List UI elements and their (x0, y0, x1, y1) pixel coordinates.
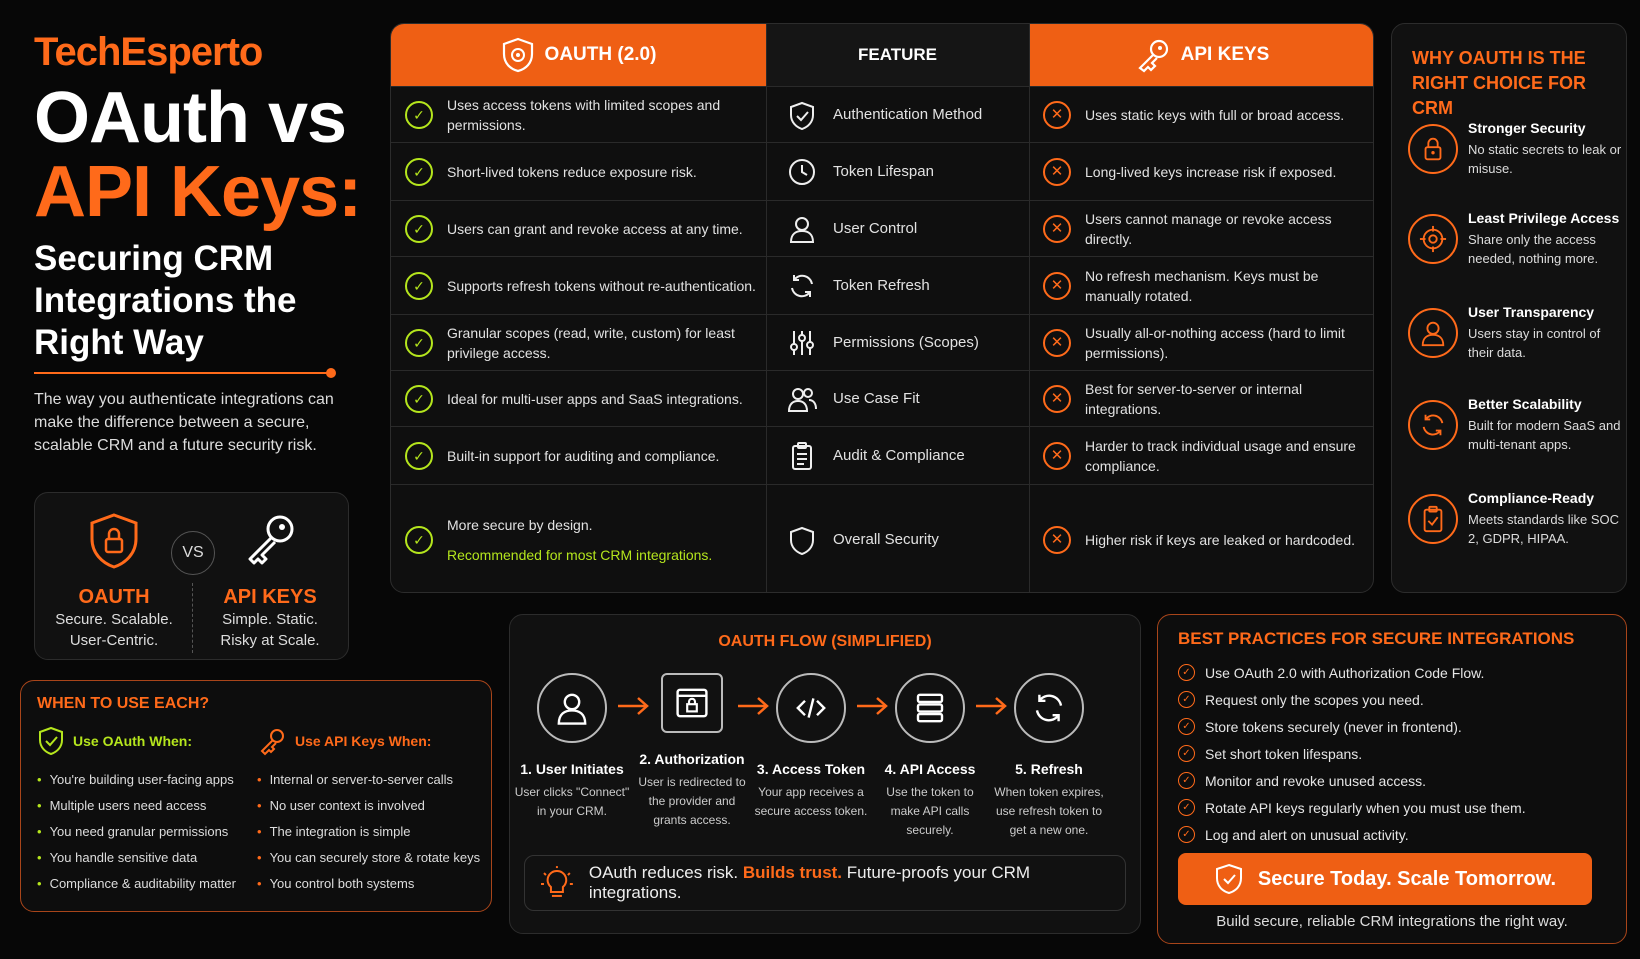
clipboard-icon (787, 441, 817, 471)
clock-icon (787, 157, 817, 187)
key-icon (257, 726, 287, 756)
oauth-cell-text (447, 162, 697, 182)
clipboard-check-icon (1419, 505, 1447, 533)
list-item (37, 819, 236, 845)
bullet: • (37, 850, 42, 865)
shield-lock-icon (84, 511, 144, 571)
feature-icon (787, 328, 817, 358)
feature-cell (787, 87, 1027, 142)
list-item (37, 845, 236, 871)
table-row (391, 256, 1374, 314)
feature-cell (787, 315, 1027, 370)
flow-title: OAUTH FLOW (SIMPLIFIED) (718, 633, 932, 650)
flow-footer-text (589, 863, 1125, 903)
table-header-feature (766, 24, 1029, 86)
best-practice-label: Monitor and revoke unused access. (1205, 772, 1427, 789)
api-cell-value: Usually all-or-nothing access (hard to limit permissions). (1085, 324, 1345, 361)
api-cell-value: Harder to track individual usage and ensure compliance. (1085, 437, 1356, 474)
check-icon: ✓ (1178, 826, 1195, 843)
why-item-desc: Share only the access needed, nothing more. (1468, 232, 1599, 266)
oauth-cell (405, 143, 760, 200)
sliders-icon (787, 328, 817, 358)
api-cell-value: Higher risk if keys are leaked or hardcoded. (1085, 531, 1356, 548)
oauth-cell-text (447, 323, 760, 363)
oauth-cell (405, 485, 760, 593)
list-item-label: You control both systems (269, 876, 415, 891)
why-item-icon (1408, 494, 1458, 544)
browser-lock-icon (674, 685, 710, 721)
table-row (391, 484, 1374, 593)
when-oauth-head-label: Use OAuth When: (73, 733, 192, 749)
list-item (257, 793, 480, 819)
shield-icon (787, 525, 817, 555)
feature-label: User Control (833, 219, 918, 237)
feature-cell (787, 201, 1027, 256)
x-icon: ✕ (1043, 158, 1071, 186)
table-header-oauth-label: OAUTH (2.0) (544, 44, 657, 65)
list-item-label: You can securely store & rotate keys (269, 850, 481, 865)
best-practice-item (1178, 821, 1526, 848)
why-title: WHY OAUTH IS THE RIGHT CHOICE FOR CRM (1412, 48, 1586, 118)
bullet: • (257, 876, 262, 891)
list-item-label: You need granular permissions (49, 824, 229, 839)
list-item (257, 871, 480, 897)
oauth-cell-text (447, 446, 719, 466)
best-practice-item (1178, 686, 1526, 713)
check-icon: ✓ (405, 385, 433, 413)
key-icon (240, 511, 300, 571)
why-item (1408, 304, 1623, 384)
key-icon (1135, 37, 1171, 73)
when-oauth-head (37, 725, 236, 757)
lock-icon (1419, 135, 1447, 163)
oauth-cell-text (447, 389, 743, 409)
api-cell (1043, 143, 1373, 200)
cta-banner (1178, 853, 1592, 905)
why-item (1408, 210, 1623, 290)
bullet: • (257, 850, 262, 865)
api-cell-value: Best for server-to-server or internal integrations. (1085, 380, 1303, 417)
best-practice-label: Set short token lifespans. (1205, 745, 1363, 762)
shield-check-icon (787, 100, 817, 130)
flow-step (870, 673, 990, 840)
api-cell-value: Uses static keys with full or broad access. (1085, 106, 1345, 123)
flow-step-desc: When token expires, use refresh token to get a new one. (994, 785, 1104, 837)
check-icon: ✓ (1178, 718, 1195, 735)
check-icon: ✓ (405, 272, 433, 300)
versus-api-name: API KEYS (223, 586, 317, 608)
best-practice-label: Rotate API keys regularly when you must use them. (1205, 799, 1526, 816)
feature-label: Token Refresh (833, 276, 930, 294)
api-cell-value: No refresh mechanism. Keys must be manually rotated. (1085, 267, 1319, 304)
feature-icon (787, 271, 817, 301)
flow-step-title: 5. Refresh (1015, 761, 1083, 777)
feature-icon (787, 100, 817, 130)
bullet: • (257, 824, 262, 839)
x-icon: ✕ (1043, 272, 1071, 300)
feature-label: Permissions (Scopes) (833, 333, 979, 351)
flow-step (512, 673, 632, 821)
oauth-cell-text (447, 276, 756, 296)
best-practice-label: Log and alert on unusual activity. (1205, 826, 1409, 843)
why-item-icon (1408, 124, 1458, 174)
list-item-label: You're building user-facing apps (49, 772, 234, 787)
table-row (391, 200, 1374, 256)
oauth-cell (405, 371, 760, 426)
flow-step (632, 673, 752, 830)
api-cell-value: Long-lived keys increase risk if exposed. (1085, 163, 1337, 180)
when-api-list (257, 767, 480, 897)
api-cell-value: Users cannot manage or revoke access directly. (1085, 210, 1332, 247)
flow-footer-a: OAuth reduces risk. (588, 863, 739, 882)
list-item (257, 767, 480, 793)
hero-title-line2: API Keys: (34, 152, 362, 232)
refresh-icon (1419, 411, 1447, 439)
feature-label: Token Lifespan (833, 162, 934, 180)
oauth-flow-card (509, 614, 1141, 934)
table-row (391, 314, 1374, 370)
versus-badge: VS (171, 531, 215, 575)
oauth-recommendation: Recommended for most CRM integrations. (447, 546, 713, 563)
target-icon (1419, 225, 1447, 253)
when-oauth-list (37, 767, 236, 897)
flow-step-desc: Your app receives a secure access token. (754, 785, 868, 818)
refresh-icon (1031, 690, 1067, 726)
feature-icon (787, 157, 817, 187)
when-api-column (257, 725, 480, 897)
best-practice-item (1178, 794, 1526, 821)
list-item-label: You handle sensitive data (49, 850, 198, 865)
feature-cell (787, 257, 1027, 314)
x-icon: ✕ (1043, 101, 1071, 129)
hero-title-line1: OAuth vs (34, 78, 347, 158)
best-practice-item (1178, 659, 1526, 686)
check-icon: ✓ (405, 442, 433, 470)
flow-step-icon (895, 673, 965, 743)
oauth-cell-value: Users can grant and revoke access at any time. (447, 220, 743, 237)
brand-logo: TechEsperto (34, 30, 263, 74)
flow-step-icon (537, 673, 607, 743)
check-icon: ✓ (1178, 772, 1195, 789)
check-icon: ✓ (405, 215, 433, 243)
oauth-cell (405, 87, 760, 142)
server-icon (912, 690, 948, 726)
title-divider (34, 372, 334, 374)
shield-check-icon (1214, 863, 1244, 895)
table-row (391, 370, 1374, 426)
x-icon: ✕ (1043, 442, 1071, 470)
table-header-feature-label: FEATURE (857, 45, 937, 64)
oauth-cell-text (447, 95, 760, 135)
api-cell (1043, 427, 1373, 484)
best-practices-title: BEST PRACTICES FOR SECURE INTEGRATIONS (1178, 629, 1575, 648)
api-cell (1043, 371, 1373, 426)
best-practice-label: Store tokens securely (never in frontend). (1205, 718, 1462, 735)
flow-step-title: 4. API Access (884, 761, 976, 777)
oauth-cell (405, 427, 760, 484)
list-item-label: The integration is simple (269, 824, 411, 839)
versus-api (205, 493, 335, 651)
oauth-cell-value: Built-in support for auditing and compliance. (447, 447, 720, 464)
flow-step-title: 3. Access Token (756, 761, 866, 777)
bullet: • (257, 772, 262, 787)
check-icon: ✓ (1178, 745, 1195, 762)
feature-icon (787, 214, 817, 244)
flow-footer-b: Builds trust. (742, 863, 843, 882)
best-practice-item (1178, 740, 1526, 767)
list-item-label: Compliance & auditability matter (49, 876, 236, 891)
oauth-cell-value: Granular scopes (read, write, custom) for least privilege access. (447, 324, 735, 361)
flow-step (989, 673, 1109, 840)
table-row (391, 86, 1374, 142)
feature-icon (787, 441, 817, 471)
bullet: • (37, 772, 42, 787)
why-item-desc: Meets standards like SOC 2, GDPR, HIPAA. (1468, 512, 1620, 546)
why-item-desc: Users stay in control of their data. (1468, 326, 1601, 360)
feature-label: Overall Security (833, 530, 939, 548)
flow-step-title: 2. Authorization (639, 751, 745, 767)
why-oauth-card (1391, 23, 1627, 593)
when-oauth-column (37, 725, 236, 897)
best-practice-label: Request only the scopes you need. (1205, 691, 1424, 708)
cta-label: Secure Today. Scale Tomorrow. (1257, 867, 1557, 890)
bullet: • (37, 876, 42, 891)
flow-step-icon (776, 673, 846, 743)
hero-intro: The way you authenticate integrations can make the difference between a secure, scalable CRM and a future security risk. (34, 391, 334, 454)
check-icon: ✓ (1178, 691, 1195, 708)
list-item (37, 871, 236, 897)
comparison-table (390, 23, 1374, 593)
feature-cell (787, 485, 1027, 593)
check-icon: ✓ (1178, 664, 1195, 681)
user-icon (554, 690, 590, 726)
why-item-title: Stronger Security (1468, 120, 1586, 136)
versus-oauth-name: OAUTH (78, 586, 150, 608)
table-header-api (1029, 24, 1374, 86)
oauth-cell-value: Uses access tokens with limited scopes and permissions. (447, 96, 721, 133)
oauth-cell (405, 257, 760, 314)
flow-step-desc: User clicks "Connect" in your CRM. (514, 785, 630, 818)
oauth-cell-value: Supports refresh tokens without re-authentication. (447, 277, 756, 294)
why-item-title: User Transparency (1468, 304, 1595, 320)
why-item-icon (1408, 214, 1458, 264)
bullet: • (37, 798, 42, 813)
bullet: • (37, 824, 42, 839)
flow-footer (524, 855, 1126, 911)
versus-oauth-desc: Secure. Scalable. User-Centric. (55, 611, 173, 649)
why-item-title: Better Scalability (1468, 396, 1582, 412)
list-item (257, 845, 480, 871)
user-icon (787, 214, 817, 244)
oauth-cell-value: Short-lived tokens reduce exposure risk. (447, 163, 697, 180)
user-icon (1419, 319, 1447, 347)
x-icon: ✕ (1043, 215, 1071, 243)
list-item (37, 767, 236, 793)
flow-step (751, 673, 871, 821)
table-row (391, 426, 1374, 484)
feature-cell (787, 427, 1027, 484)
users-icon (787, 384, 817, 414)
list-item-label: Multiple users need access (49, 798, 207, 813)
best-practice-item (1178, 713, 1526, 740)
api-cell (1043, 485, 1373, 593)
feature-cell (787, 143, 1027, 200)
oauth-cell-value: Ideal for multi-user apps and SaaS integrations. (447, 390, 743, 407)
feature-label: Authentication Method (833, 105, 983, 123)
best-practice-item (1178, 767, 1526, 794)
api-cell (1043, 87, 1373, 142)
hero-subtitle: Securing CRM Integrations the Right Way (34, 239, 297, 362)
feature-label: Audit & Compliance (833, 446, 965, 464)
code-icon (793, 690, 829, 726)
list-item (37, 793, 236, 819)
why-item-icon (1408, 400, 1458, 450)
versus-api-desc: Simple. Static. Risky at Scale. (220, 611, 320, 649)
oauth-cell (405, 315, 760, 370)
check-icon: ✓ (1178, 799, 1195, 816)
check-icon: ✓ (405, 329, 433, 357)
table-header-oauth (391, 24, 766, 86)
oauth-cell (405, 201, 760, 256)
versus-oauth (49, 493, 179, 651)
flow-step-desc: Use the token to make API calls securely. (886, 785, 974, 837)
why-item-title: Compliance-Ready (1468, 490, 1595, 506)
why-item-desc: No static secrets to leak or misuse. (1468, 142, 1622, 176)
flow-footer-c: Future-proofs your CRM integrations. (588, 863, 1031, 902)
x-icon: ✕ (1043, 385, 1071, 413)
best-practices-footer: Build secure, reliable CRM integrations the right way. (1216, 913, 1568, 930)
versus-card (34, 492, 349, 660)
oauth-cell-text (447, 219, 743, 239)
when-api-head-label: Use API Keys When: (295, 733, 432, 749)
refresh-icon (787, 271, 817, 301)
feature-cell (787, 371, 1027, 426)
list-item (257, 819, 480, 845)
x-icon: ✕ (1043, 329, 1071, 357)
flow-step-desc: User is redirected to the provider and grants access. (638, 775, 746, 827)
oauth-cell-text (447, 515, 712, 565)
list-item-label: No user context is involved (269, 798, 425, 813)
table-row (391, 142, 1374, 200)
check-icon: ✓ (405, 158, 433, 186)
when-api-head (257, 725, 480, 757)
api-cell (1043, 257, 1373, 314)
when-title: WHEN TO USE EACH? (37, 695, 210, 712)
lightbulb-icon (539, 865, 575, 901)
versus-divider (192, 583, 193, 653)
shield-check-icon (37, 726, 65, 756)
why-item-title: Least Privilege Access (1468, 210, 1620, 226)
check-icon: ✓ (405, 101, 433, 129)
flow-step-icon (1014, 673, 1084, 743)
feature-icon (787, 384, 817, 414)
table-header-api-label: API KEYS (1180, 44, 1270, 65)
flow-step-icon (661, 673, 723, 733)
api-cell (1043, 315, 1373, 370)
title-divider-dot (326, 368, 336, 378)
feature-label: Use Case Fit (833, 389, 920, 407)
api-cell (1043, 201, 1373, 256)
best-practice-label: Use OAuth 2.0 with Authorization Code Flow. (1205, 664, 1485, 681)
why-item (1408, 396, 1623, 476)
x-icon: ✕ (1043, 526, 1071, 554)
list-item-label: Internal or server-to-server calls (269, 772, 454, 787)
flow-step-title: 1. User Initiates (520, 761, 624, 777)
bullet: • (257, 798, 262, 813)
why-item-desc: Built for modern SaaS and multi-tenant apps. (1468, 418, 1621, 452)
shield-target-icon (501, 37, 535, 73)
best-practices-card (1157, 614, 1627, 944)
why-item-icon (1408, 308, 1458, 358)
best-practices-list (1178, 659, 1526, 848)
when-to-use-card (20, 680, 492, 912)
oauth-cell-value: More secure by design. (447, 516, 593, 533)
feature-icon (787, 525, 817, 555)
why-item (1408, 490, 1623, 570)
why-item (1408, 120, 1623, 200)
check-icon: ✓ (405, 526, 433, 554)
